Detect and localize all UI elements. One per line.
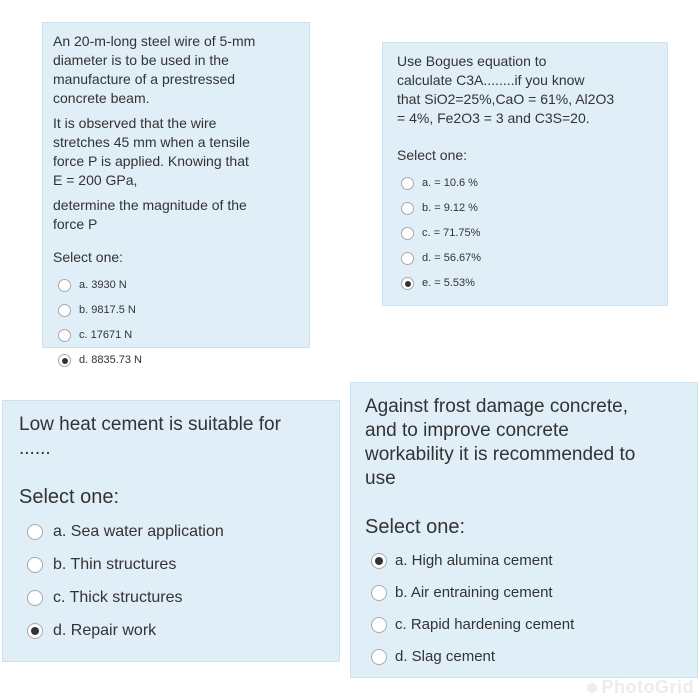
answer-option-d[interactable] — [365, 641, 685, 673]
answer-option-label: c. Rapid hardening cement — [395, 616, 575, 633]
answer-option-label: a. High alumina cement — [395, 552, 553, 569]
answer-options — [19, 515, 323, 647]
question-card-1 — [42, 22, 310, 366]
answer-option-b[interactable] — [19, 548, 323, 581]
answer-option-label: a. = 10.6 % — [422, 177, 478, 189]
answer-option-label: d. Slag cement — [395, 648, 496, 665]
answer-option-c[interactable] — [53, 323, 299, 348]
radio-button[interactable] — [27, 590, 43, 606]
answer-option-b[interactable] — [365, 577, 685, 609]
radio-button[interactable] — [58, 329, 71, 342]
select-one-label: Select one: — [53, 249, 124, 265]
answer-option-label: c. = 71.75% — [422, 227, 481, 239]
photogrid-watermark — [586, 677, 694, 698]
select-one-label: Select one: — [365, 516, 466, 538]
answer-option-a[interactable] — [397, 171, 655, 196]
radio-button[interactable] — [58, 304, 71, 317]
radio-button[interactable] — [371, 553, 387, 569]
answer-option-d[interactable] — [397, 246, 655, 271]
answer-option-b[interactable] — [397, 196, 655, 221]
answer-option-c[interactable] — [397, 221, 655, 246]
radio-button[interactable] — [401, 177, 414, 190]
radio-button[interactable] — [27, 524, 43, 540]
question-text: Low heat cement is suitable for ...... — [19, 414, 281, 459]
radio-button[interactable] — [27, 623, 43, 639]
radio-button[interactable] — [401, 202, 414, 215]
select-one-label: Select one: — [19, 486, 120, 508]
answer-option-a[interactable] — [365, 545, 685, 577]
answer-option-label: d. 8835.73 N — [79, 354, 142, 366]
radio-button[interactable] — [371, 649, 387, 665]
answer-options — [53, 273, 299, 373]
radio-button[interactable] — [401, 252, 414, 265]
radio-button[interactable] — [27, 557, 43, 573]
radio-button[interactable] — [371, 585, 387, 601]
question-text-paragraph: determine the magnitude of the force P — [53, 197, 247, 232]
radio-button[interactable] — [58, 279, 71, 292]
answer-options — [365, 545, 685, 673]
answer-option-label: e. = 5.53% — [422, 277, 475, 289]
answer-option-d[interactable] — [19, 614, 323, 647]
answer-option-c[interactable] — [19, 581, 323, 614]
answer-option-label: b. Thin structures — [53, 555, 177, 573]
answer-option-c[interactable] — [365, 609, 685, 641]
answer-option-label: b. = 9.12 % — [422, 202, 478, 214]
radio-button[interactable] — [401, 227, 414, 240]
answer-option-label: d. = 56.67% — [422, 252, 482, 264]
answer-option-d[interactable] — [53, 348, 299, 373]
answer-option-a[interactable] — [53, 273, 299, 298]
answer-option-label: b. Air entraining cement — [395, 584, 553, 601]
question-card-4 — [350, 382, 698, 678]
question-text: Use Bogues equation to calculate C3A........if you know that SiO2=25%,CaO = 61%, Al2O3 = 4%, Fe2O3 = 3 and C3S=20. — [397, 53, 615, 126]
watermark-text: PhotoGrid — [601, 677, 694, 697]
question-text-paragraph: It is observed that the wire stretches 45 mm when a tensile force P is applied. Knowing that E = 200 GPa, — [53, 115, 250, 188]
question-text: Against frost damage concrete, and to improve concrete workability it is recommended to use — [365, 396, 636, 489]
answer-option-a[interactable] — [19, 515, 323, 548]
question-card-3 — [2, 400, 340, 662]
answer-option-label: b. 9817.5 N — [79, 304, 136, 316]
answer-option-label: a. 3930 N — [79, 279, 127, 291]
photogrid-logo-icon: ✽ — [586, 680, 599, 696]
question-card-2 — [382, 42, 668, 306]
answer-option-e[interactable] — [397, 271, 655, 296]
answer-options — [397, 171, 655, 296]
answer-option-label: d. Repair work — [53, 621, 157, 639]
answer-option-label: a. Sea water application — [53, 522, 224, 540]
question-text-paragraph: An 20-m-long steel wire of 5-mm diameter is to be used in the manufacture of a prestressed concrete beam. — [53, 33, 256, 106]
select-one-label: Select one: — [397, 147, 468, 163]
radio-button[interactable] — [371, 617, 387, 633]
answer-option-label: c. Thick structures — [53, 588, 183, 606]
radio-button[interactable] — [58, 354, 71, 367]
answer-option-label: c. 17671 N — [79, 329, 133, 341]
radio-button[interactable] — [401, 277, 414, 290]
answer-option-b[interactable] — [53, 298, 299, 323]
